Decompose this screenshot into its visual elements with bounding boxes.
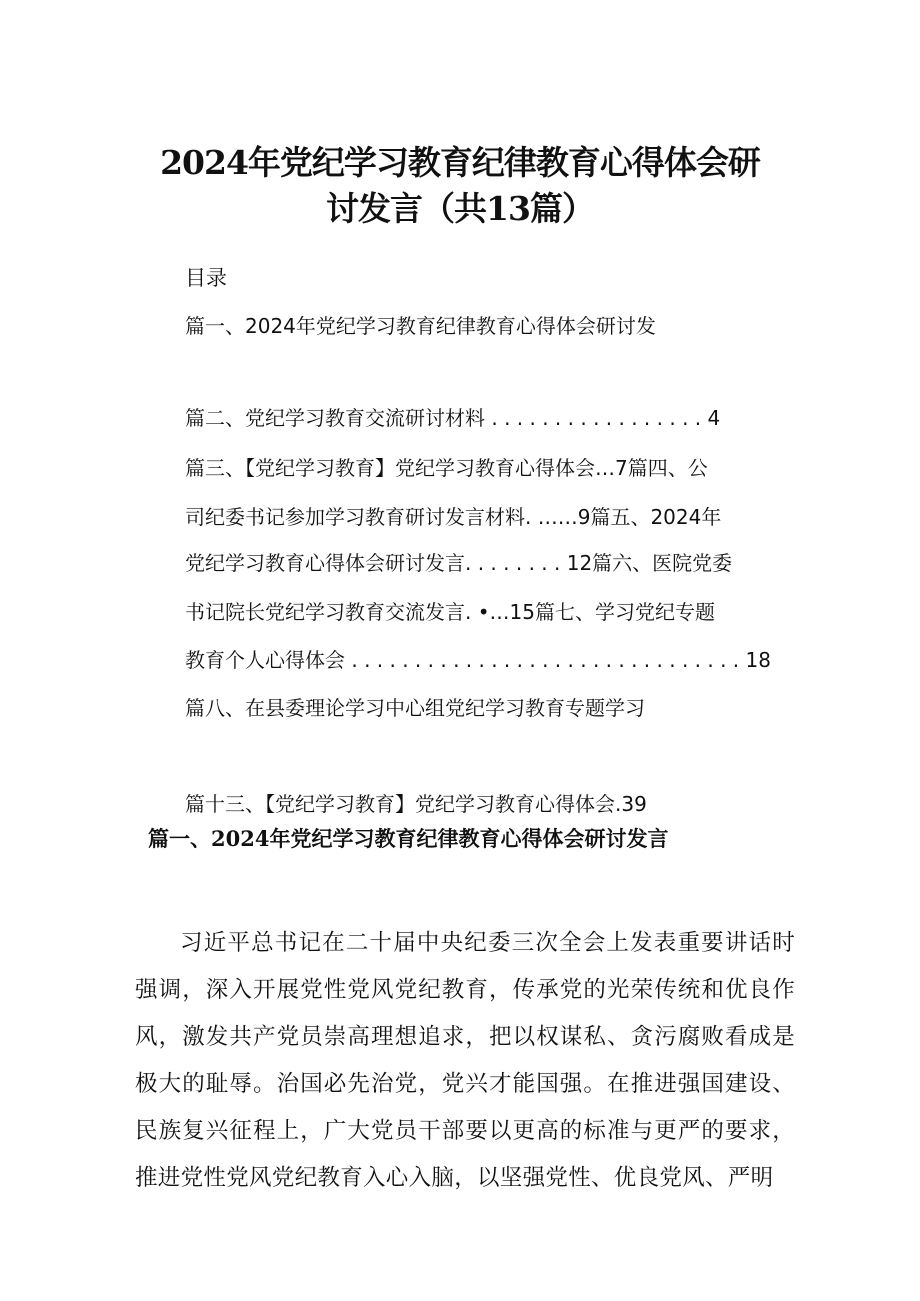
toc-line: 篇三、【党纪学习教育】党纪学习教育心得体会…7篇四、公 [185, 456, 708, 480]
toc-line: 篇八、在县委理论学习中心组党纪学习教育专题学习 [185, 696, 645, 720]
toc-line: 司纪委书记参加学习教育研讨发言材料. ……9篇五、2024年 [185, 505, 722, 529]
title-line-2: 讨发言（共13篇） [326, 189, 594, 228]
toc-line: 篇二、党纪学习教育交流研讨材料 . . . . . . . . . . . . . . . . . 4 [185, 406, 721, 430]
toc-line: 篇一、2024年党纪学习教育纪律教育心得体会研讨发 [185, 314, 656, 338]
title-line-1: 2024年党纪学习教育纪律教育心得体会研 [160, 143, 760, 182]
body-paragraph: 习近平总书记在二十届中央纪委三次全会上发表重要讲话时强调，深入开展党性党风党纪教育，传承党的光荣传统和优良作风，激发共产党员崇高理想追求，把以权谋私、贪污腐败看成是极大的耻辱。治国必先治党，党兴才能国强。在推进强国建设、民族复兴征程上，广大党员干部要以更高的标准与更严的要求，推进党性党风党纪教育入心入脑，以坚强党性、优良党风、严明 [135, 930, 795, 1191]
document-title [120, 140, 800, 232]
toc-line: 篇十三、【党纪学习教育】党纪学习教育心得体会.39 [185, 792, 647, 816]
toc-line: 书记院长党纪学习教育交流发言. •…15篇七、学习党纪专题 [185, 600, 715, 624]
toc-line: 教育个人心得体会 . . . . . . . . . . . . . . . . . . . . . . . . . . . . . . . 18 [185, 648, 771, 672]
toc-line: 党纪学习教育心得体会研讨发言. . . . . . . . 12篇六、医院党委 [185, 551, 733, 575]
toc-heading: 目录 [185, 266, 227, 290]
section-heading: 篇一、2024年党纪学习教育纪律教育心得体会研讨发言 [148, 826, 669, 851]
